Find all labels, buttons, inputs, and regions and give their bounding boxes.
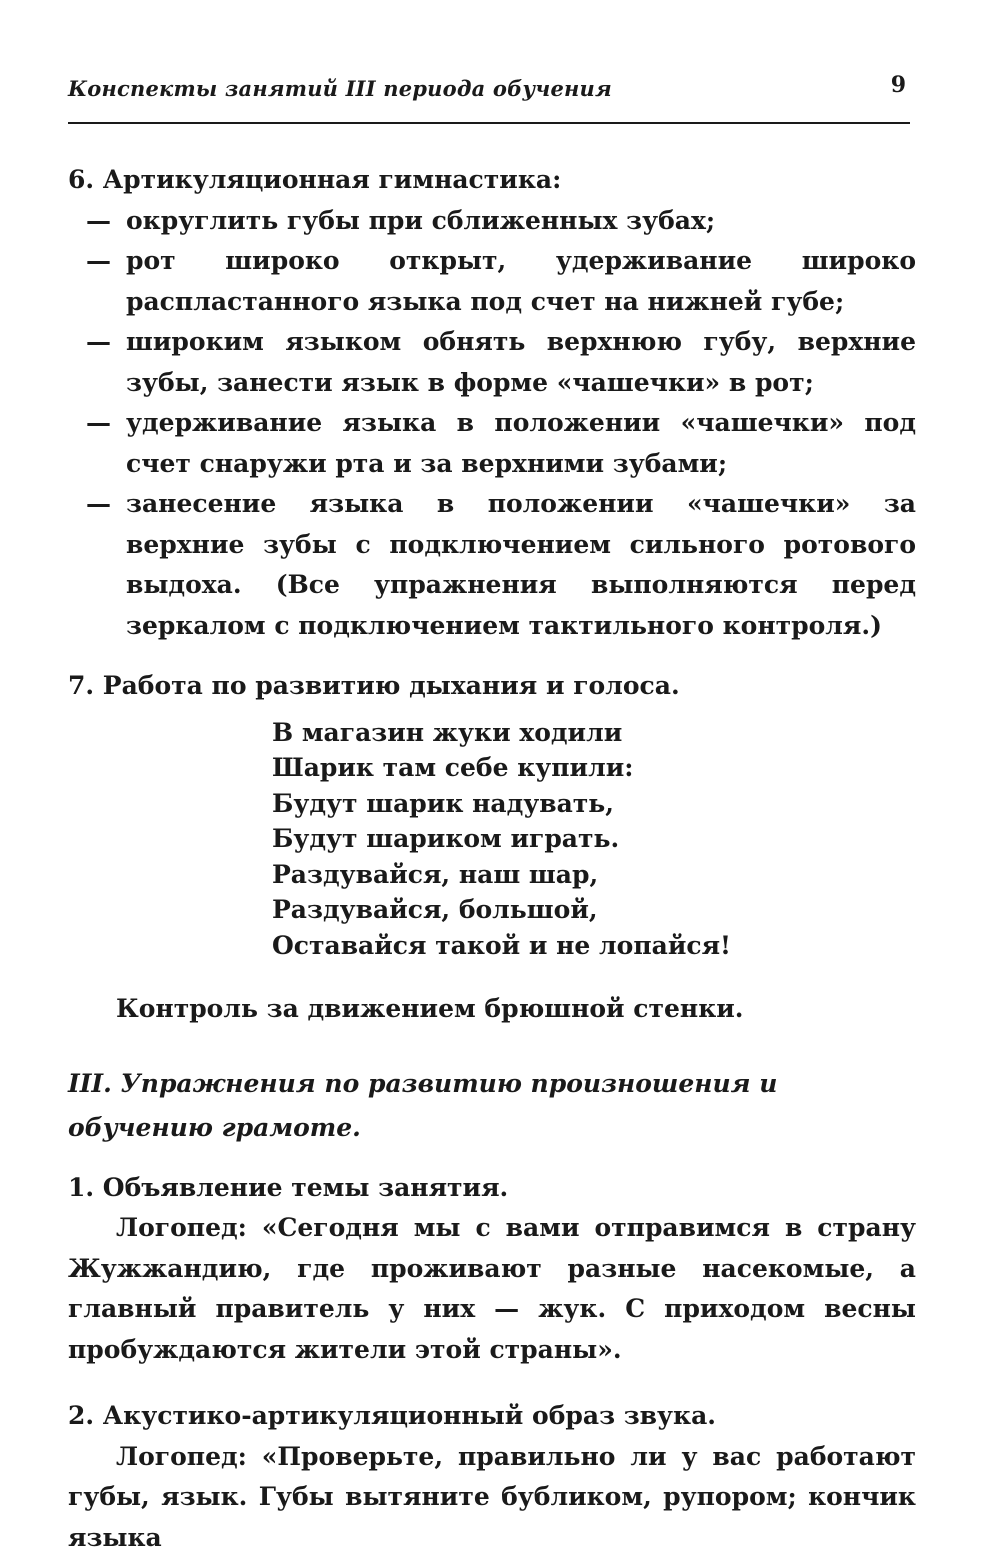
poem-line: Шарик там себе купили: — [272, 750, 916, 786]
section-title: III. Упражнения по развитию произношения и обучению грамоте. — [68, 1062, 916, 1150]
page-number: 9 — [891, 72, 906, 98]
list-item: — занесение языка в положении «чашечки» за верхние зубы с подключением сильного ротового выдоха. (Все упражнения выполняются перед зеркалом с подключением тактильного контроля.) — [68, 484, 916, 646]
list-item: — округлить губы при сближенных зубах; — [68, 201, 916, 242]
poem-line: Будут шариком играть. — [272, 821, 916, 857]
poem-line: Раздувайся, большой, — [272, 892, 916, 928]
poem — [272, 715, 916, 964]
list-item: — удерживание языка в положении «чашечки» под счет снаружи рта и за верхними зубами; — [68, 403, 916, 484]
section3-item1-heading: 1. Объявление темы занятия. — [68, 1168, 916, 1209]
poem-line: Оставайся такой и не лопайся! — [272, 928, 916, 964]
section3-item2-text: Логопед: «Проверьте, правильно ли у вас работают губы, язык. Губы вытяните бубликом, рупором; кончик языка — [68, 1437, 916, 1558]
page-body — [68, 160, 916, 1558]
poem-line: Будут шарик надувать, — [272, 786, 916, 822]
poem-line: Раздувайся, наш шар, — [272, 857, 916, 893]
running-header — [68, 72, 910, 124]
section3-item1-text: Логопед: «Сегодня мы с вами отправимся в страну Жужжандию, где проживают разные насекомые, а главный правитель у них — жук. С приходом весны пробуждаются жители этой страны». — [68, 1208, 916, 1370]
item6-bullet-list — [68, 201, 916, 647]
breathing-control-note: Контроль за движением брюшной стенки. — [116, 989, 916, 1030]
list-item: — широким языком обнять верхнюю губу, верхние зубы, занести язык в форме «чашечки» в рот; — [68, 322, 916, 403]
item7-heading: 7. Работа по развитию дыхания и голоса. — [68, 666, 916, 707]
list-item: — рот широко открыт, удерживание широко распластанного языка под счет на нижней губе; — [68, 241, 916, 322]
poem-line: В магазин жуки ходили — [272, 715, 916, 751]
section3-item2-heading: 2. Акустико-артикуляционный образ звука. — [68, 1396, 916, 1437]
running-header-title: Конспекты занятий III периода обучения — [68, 76, 612, 101]
item6-heading: 6. Артикуляционная гимнастика: — [68, 160, 916, 201]
